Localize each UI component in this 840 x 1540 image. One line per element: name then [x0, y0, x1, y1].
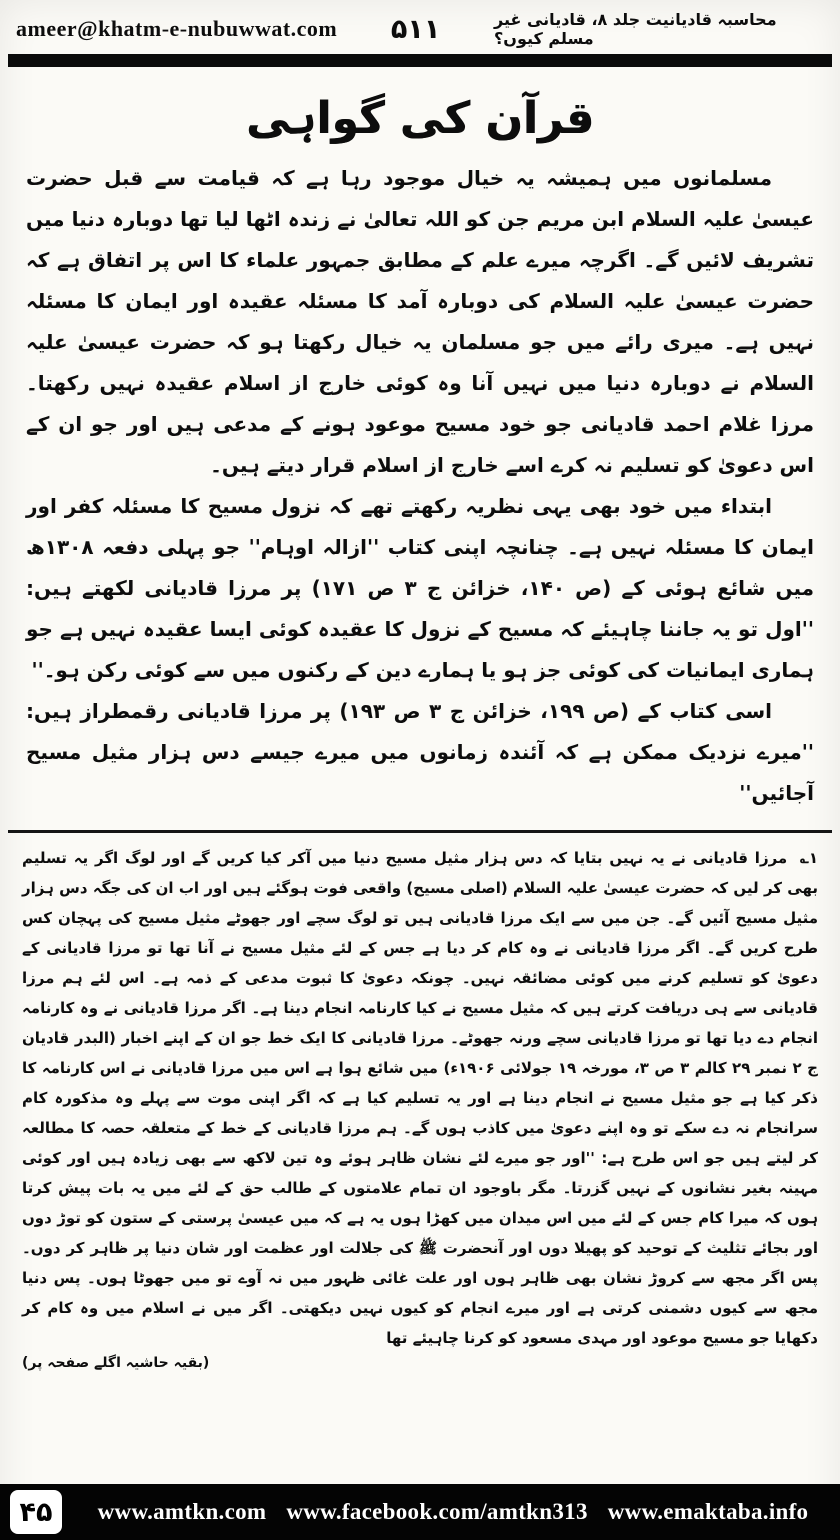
- footnote-divider: [8, 830, 832, 833]
- footnote-paragraph: [22, 843, 818, 1353]
- footer-page-number: ۴۵: [10, 1490, 62, 1534]
- body-paragraph: اسی کتاب کے (ص ۱۹۹، خزائن ج ۳ ص ۱۹۳) پر مرزا قادیانی رقمطراز ہیں: ''میرے نزدیک ممکن ہے کہ آئندہ زمانوں میں میرے جیسے دس ہزار مثیل مسیح آجائیں'': [26, 699, 814, 805]
- footnote-text: مرزا قادیانی نے یہ نہیں بتایا کہ دس ہزار مثیل مسیح دنیا میں آکر کیا کریں گے اور لوگ اگر یہ تسلیم بھی کر لیں کہ حضرت عیسیٰ علیہ السلام (اصلی مسیح) واقعی فوت ہوگئے ہیں اور اب ان کی جگہ دس ہزار مثیل مسیح آئیں گے۔ جن میں سے ایک مرزا قادیانی ہیں تو لوگ سچے اور جھوٹے مثیل مسیح کی پہچان کس طرح کریں گے۔ اگر مرزا قادیانی نے وہ کام کر دیا ہے جس کے لئے مثیل مسیح نے آنا تھا تو مرزا قادیانی کے دعویٰ کو تسلیم کرنے میں کوئی مضائقہ نہیں۔ چونکہ دعویٰ کا ثبوت مدعی کے ذمہ ہے۔ اس لئے ہم مرزا قادیانی سے ہی دریافت کرتے ہیں کہ مثیل مسیح نے کیا کارنامہ انجام دینا ہے۔ اگر مرزا قادیانی نے وہ کارنامہ انجام دے دیا تھا تو مرزا قادیانی سچے ورنہ جھوٹے۔ مرزا قادیانی کا ایک خط جو ان کے اپنے اخبار (البدر قادیان ج ۲ نمبر ۲۹ کالم ۳ ص ۳، مورخہ ۱۹ جولائی ۱۹۰۶ء) میں شائع ہوا ہے اس میں مرزا قادیانی نے اس کارنامہ کا ذکر کیا ہے جو مثیل مسیح نے انجام دینا ہے اور یہ تسلیم کیا ہے کہ اگر اپنی موت سے پہلے وہ مذکورہ کام سرانجام نہ دے سکے تو وہ اپنے دعویٰ میں کاذب ہوں گے۔ ہم مرزا قادیانی کے خط کے متعلقہ حصہ کا مطالعہ کر لیتے ہیں جو اس طرح ہے: ''اور جو میرے لئے نشان ظاہر ہوئے وہ تین لاکھ سے بھی زیادہ ہیں اور کوئی مہینہ بغیر نشانوں کے نہیں گزرتا۔ مگر باوجود ان تمام علامتوں کے طالب حق کے لئے میں یہ بات پیش کرتا ہوں کہ میرا کام جس کے لئے میں اس میدان میں کھڑا ہوں یہ ہے کہ میں عیسیٰ پرستی کے ستون کو توڑ دوں اور بجائے تثلیث کے توحید کو پھیلا دوں اور آنحضرت ﷺ کی جلالت اور عظمت اور شان دنیا پر ظاہر کر دوں۔ پس اگر مجھ سے کروڑ نشان بھی ظاہر ہوں اور علت غائی ظہور میں نہ آوے تو میں جھوٹا ہوں۔ پس دنیا مجھ سے کیوں دشمنی کرتی ہے اور میرے انجام کو کیوں نہیں دیکھتی۔ اگر میں نے اسلام میں وہ کام کر دکھایا جو مسیح موعود اور مہدی مسعود کو کرنا چاہیئے تھا: [22, 849, 818, 1347]
- header-divider-bar: [8, 54, 832, 67]
- body-paragraph: ابتداء میں خود بھی یہی نظریہ رکھتے تھے کہ نزول مسیح کا مسئلہ کفر اور ایمان کا مسئلہ نہیں ہے۔ چنانچہ اپنی کتاب ''ازالہ اوہام'' جو پہلی دفعہ ۱۳۰۸ھ میں شائع ہوئی کے (ص ۱۴۰، خزائن ج ۳ ص ۱۷۱) پر مرزا قادیانی لکھتے ہیں: ''اول تو یہ جاننا چاہیئے کہ مسیح کے نزول کا عقیدہ کوئی ایسا عقیدہ نہیں ہے جو ہماری ایمانیات کی کوئی جز ہو یا ہمارے دین کے رکنوں میں سے کوئی رکن ہو۔'': [26, 494, 815, 682]
- footer-links: [76, 1499, 830, 1525]
- main-text-block: [0, 158, 840, 814]
- contact-email[interactable]: ameer@khatm-e-nubuwwat.com: [16, 16, 338, 41]
- page-header: [0, 0, 840, 50]
- book-title: محاسبہ قادیانیت جلد ۸، قادیانی غیر مسلم کیوں؟: [494, 10, 777, 48]
- page-footer: [0, 1484, 840, 1540]
- body-paragraph: مسلمانوں میں ہمیشہ یہ خیال موجود رہا ہے کہ قیامت سے قبل حضرت عیسیٰ علیہ السلام ابن مریم جن کو اللہ تعالیٰ نے زندہ اٹھا لیا تھا دوبارہ دنیا میں تشریف لائیں گے۔ اگرچہ میرے علم کے مطابق جمہور علماء کا اس پر اتفاق ہے کہ حضرت عیسیٰ علیہ السلام کی دوبارہ آمد کا مسئلہ عقیدہ اور ایمان کا مسئلہ نہیں ہے۔ میری رائے میں جو مسلمان یہ خیال رکھتا ہو کہ حضرت عیسیٰ علیہ السلام نے دوبارہ دنیا میں نہیں آنا وہ کوئی خارج از اسلام عقیدہ نہیں رکھتا۔ مرزا غلام احمد قادیانی جو خود مسیح موعود ہونے کے مدعی ہیں اور جو ان کے اس دعویٰ کو تسلیم نہ کرے اسے خارج از اسلام قرار دیتے ہیں۔: [26, 166, 814, 477]
- header-page-number: ۵۱۱: [390, 13, 441, 45]
- footer-link-emaktaba[interactable]: www.emaktaba.info: [607, 1499, 809, 1524]
- footnote-marker: ۱؎: [800, 849, 818, 867]
- footer-link-website[interactable]: www.amtkn.com: [97, 1499, 267, 1524]
- chapter-heading: قرآن کی گواہی: [245, 93, 595, 144]
- footnote-block: [0, 843, 840, 1353]
- footer-link-facebook[interactable]: www.facebook.com/amtkn313: [286, 1499, 588, 1524]
- footnote-continuation-note: (بقیہ حاشیہ اگلے صفحہ پر): [22, 1355, 210, 1371]
